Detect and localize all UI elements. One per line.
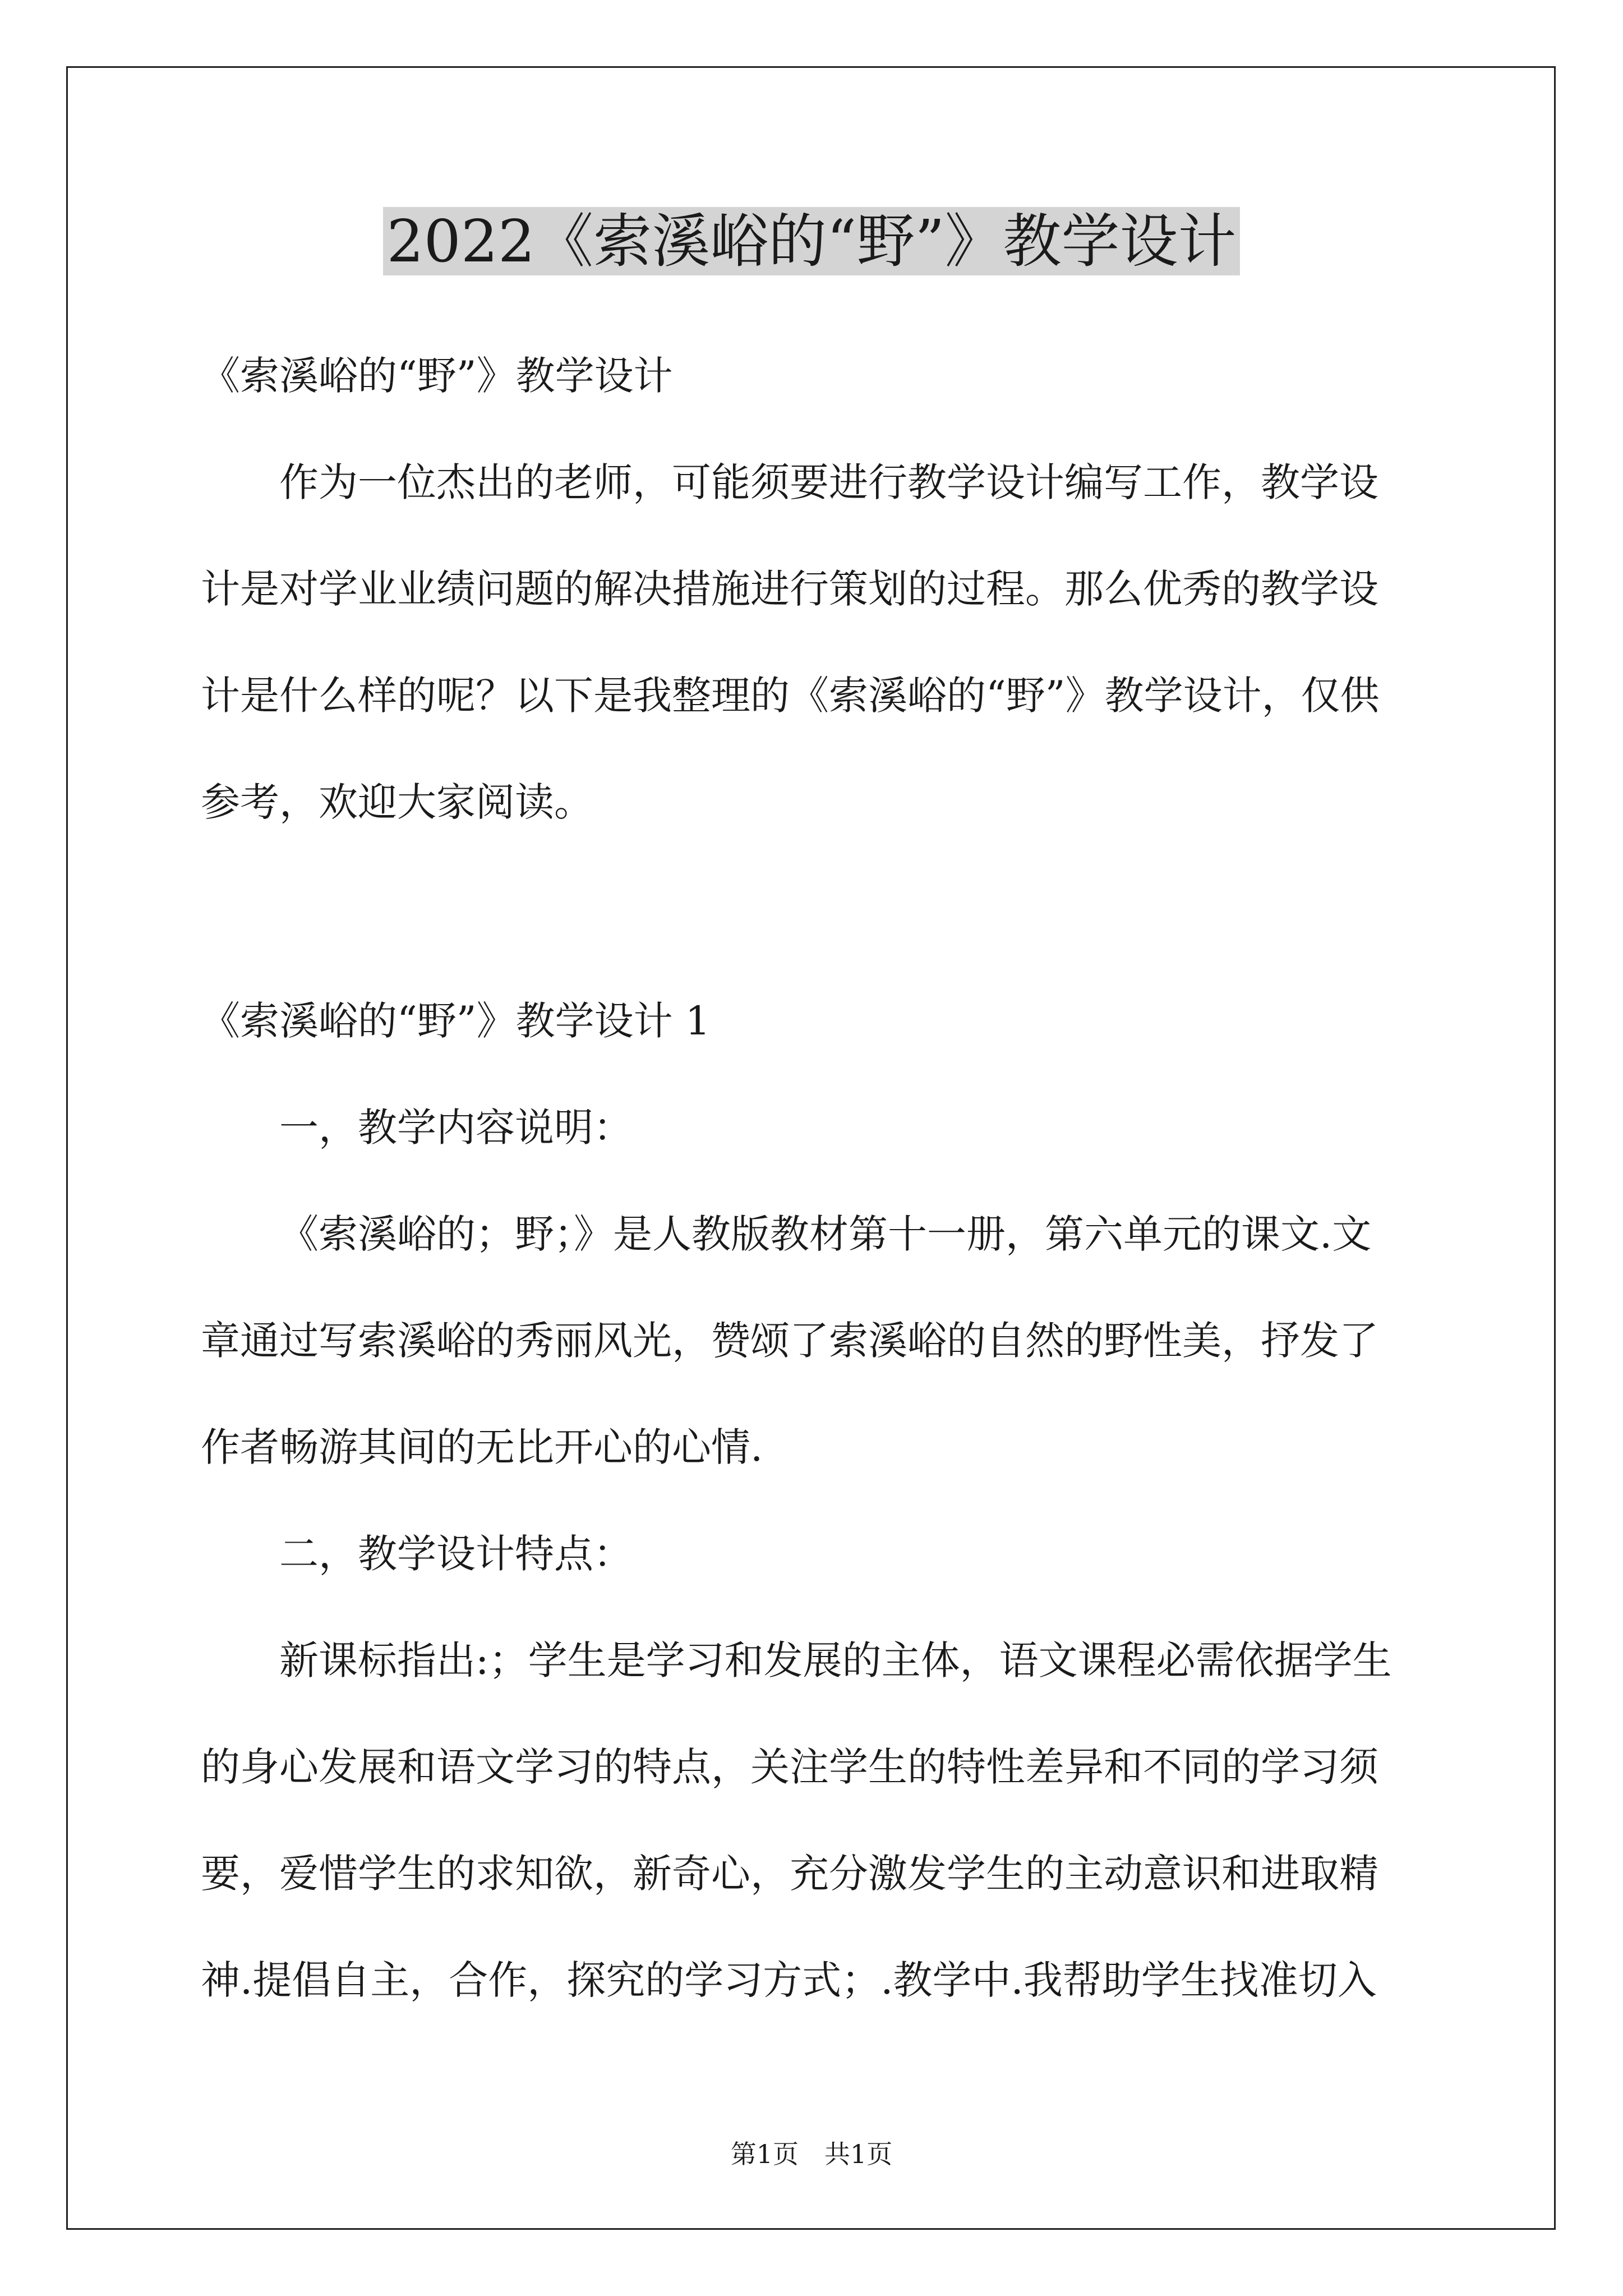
page-footer: 第1页 共1页	[730, 2139, 893, 2169]
part-heading: 二，教学设计特点：	[279, 1531, 633, 1577]
document-subtitle: 《索溪峪的“野”》教学设计	[201, 353, 673, 399]
document-title	[0, 202, 1623, 280]
body-line: 作者畅游其间的无比开心的心情.	[201, 1424, 763, 1470]
intro-line: 计是对学业业绩问题的解决措施进行策划的过程。那么优秀的教学设	[201, 566, 1378, 612]
document-title-text: 2022《索溪峪的“野”》教学设计	[383, 207, 1239, 275]
intro-line: 计是什么样的呢？以下是我整理的《索溪峪的“野”》教学设计，仅供	[201, 673, 1380, 719]
body-line: 神.提倡自主，合作，探究的学习方式；.教学中.我帮助学生找准切入	[201, 1957, 1377, 2003]
body-line: 要，爱惜学生的求知欲，新奇心，充分激发学生的主动意识和进取精	[201, 1851, 1378, 1897]
intro-line: 参考，欢迎大家阅读。	[201, 779, 593, 825]
body-line: 章通过写索溪峪的秀丽风光，赞颂了索溪峪的自然的野性美，抒发了	[201, 1318, 1378, 1364]
body-line: 的身心发展和语文学习的特点，关注学生的特性差异和不同的学习须	[201, 1744, 1378, 1790]
intro-line: 作为一位杰出的老师，可能须要进行教学设计编写工作，教学设	[279, 459, 1378, 505]
body-line: 《索溪峪的；野；》是人教版教材第十一册，第六单元的课文.文	[279, 1211, 1372, 1257]
section-heading: 《索溪峪的“野”》教学设计 1	[201, 998, 711, 1044]
body-line: 新课标指出:；学生是学习和发展的主体，语文课程必需依据学生	[279, 1637, 1392, 1683]
part-heading: 一，教学内容说明：	[279, 1105, 633, 1151]
